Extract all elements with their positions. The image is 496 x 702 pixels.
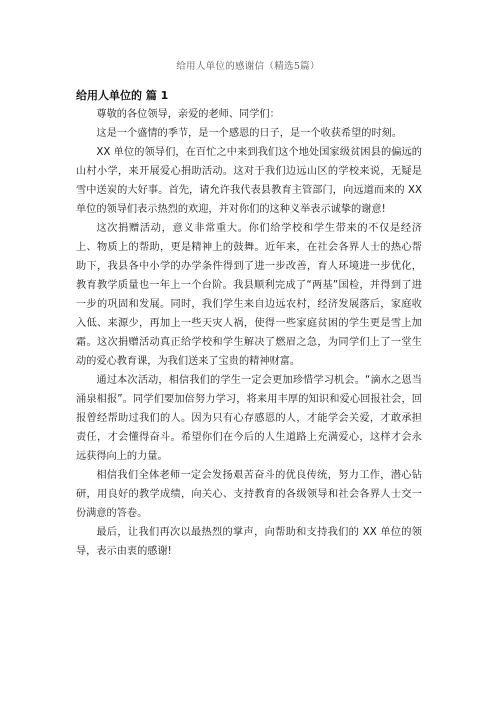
closing-paragraph: 最后，让我们再次以最热烈的掌声，向帮助和支持我们的 XX 单位的领导，表示由衷的感谢! (76, 527, 422, 557)
salutation-paragraph: 尊敬的各位领导，亲爱的老师、同学们： (96, 109, 280, 120)
body-paragraph-2: XX 单位的领导们，在百忙之中来到我们这个地处国家级贫困县的偏远的山村小学，来开展爱心捐助活动。这对于我们边远山区的学校来说，无疑是雪中送炭的大好事。首先，请允许我代表县教育主管部门，向远道而来的 XX 单位的领导们表示热烈的欢迎，并对你们的这种义举表示诚挚的谢意! (76, 147, 422, 215)
body-paragraph-5: 相信我们全体老师一定会发扬艰苦奋斗的优良传统，努力工作，潜心钻研，用良好的教学成绩，向关心、支持教育的各级领导和社会各界人士交一份满意的答卷。 (76, 470, 422, 519)
body-paragraph-1: 这是一个盛情的季节，是一个感恩的日子，是一个收获希望的时刻。 (96, 128, 403, 139)
body-paragraph-3: 这次捐赠活动，意义非常重大。你们给学校和学生带来的不仅是经济上、物质上的帮助，更是精神上的鼓舞。近年来，在社会各界人士的热心帮助下，我县各中小学的办学条件得到了进一步改善，育人环境进一步优化，教育教学质量也一年上一个台阶。我县顺利完成了“两基”国检，并得到了进一步的巩固和发展。同时，我们学生来自边远农村，经济发展落后，家庭收入低、来源少，再加上一些天灾人祸，使得一些家庭贫困的学生更是雪上加霜。这次捐赠活动真正给学校和学生解决了燃眉之急，为同学们上了一堂生动的爱心教育课，为我们送来了宝贵的精神财富。 (76, 223, 422, 367)
section-heading: 给用人单位的 篇 1 (76, 89, 169, 102)
document-title: 给用人单位的感谢信（精选5篇） (176, 61, 320, 72)
document-body (76, 87, 422, 561)
body-paragraph-4: 通过本次活动，相信我们的学生一定会更加珍惜学习机会。“滴水之恩当涌泉相报”。同学们要加倍努力学习，将来用丰厚的知识和爱心回报社会，回报曾经帮助过我们的人。因为只有心存感恩的人，才能学会关爱，才敢承担责任，才会懂得奋斗。希望你们在今后的人生道路上充满爱心，这样才会永远获得向上的力量。 (76, 375, 422, 462)
